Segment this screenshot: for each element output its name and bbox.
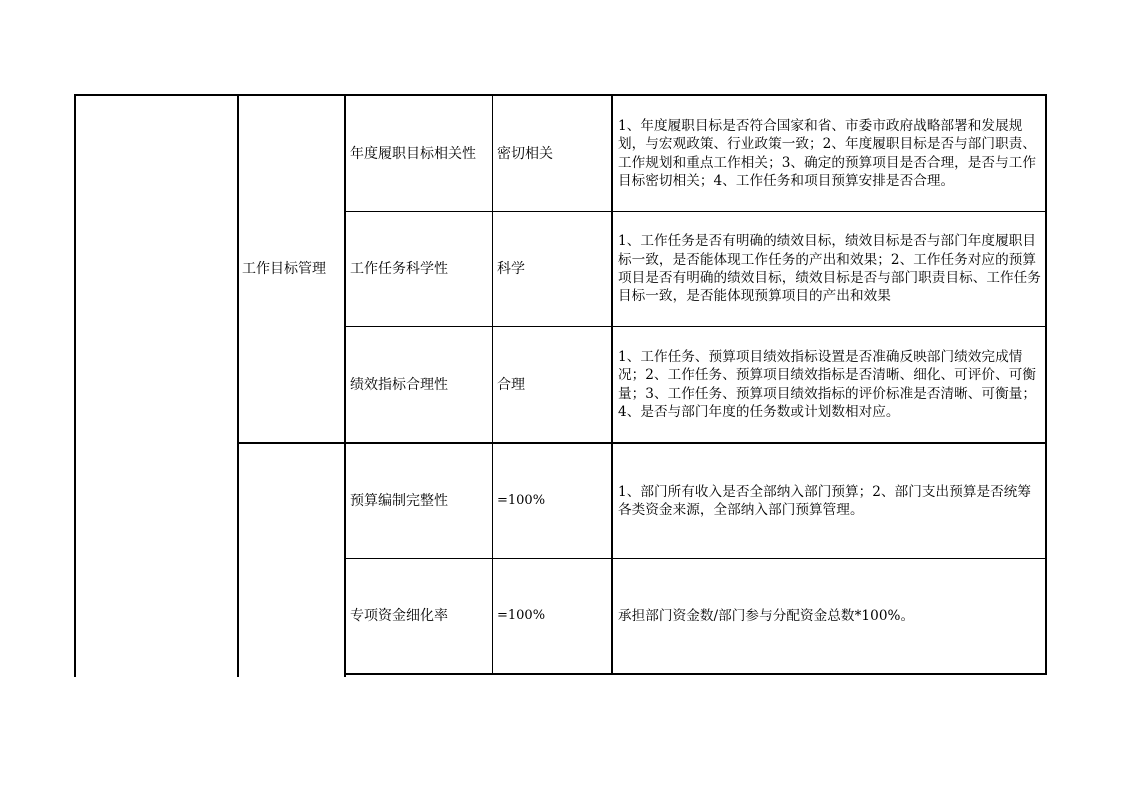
indicator-cell bbox=[346, 559, 492, 673]
category-label: 工作目标管理 bbox=[242, 261, 326, 277]
description-cell bbox=[613, 96, 1045, 211]
standard-cell bbox=[493, 96, 611, 211]
standard-value: 科学 bbox=[497, 261, 525, 277]
indicator-cell bbox=[346, 444, 492, 558]
description-text: 1、部门所有收入是否全部纳入部门预算；2、部门支出预算是否统筹各类资金来源，全部纳入部门预算管理。 bbox=[618, 483, 1032, 518]
outer-left-border bbox=[74, 95, 76, 677]
description-cell bbox=[613, 559, 1045, 673]
indicator-label: 工作任务科学性 bbox=[350, 261, 448, 277]
standard-value: =100% bbox=[497, 493, 546, 508]
description-cell bbox=[613, 327, 1045, 442]
standard-value: 密切相关 bbox=[497, 145, 553, 162]
indicator-cell bbox=[346, 327, 492, 442]
indicator-cell bbox=[346, 212, 492, 326]
indicator-label: 预算编制完整性 bbox=[350, 493, 448, 509]
standard-cell bbox=[493, 559, 611, 673]
standard-value: 合理 bbox=[497, 376, 525, 393]
indicator-label: 专项资金细化率 bbox=[350, 608, 448, 624]
standard-value: =100% bbox=[497, 608, 546, 623]
outer-right-border bbox=[1045, 95, 1047, 675]
description-text: 承担部门资金数/部门参与分配资金总数*100%。 bbox=[618, 607, 915, 624]
description-text: 1、工作任务是否有明确的绩效目标，绩效目标是否与部门年度履职目标一致，是否能体现工作任务的产出和效果；2、工作任务对应的预算项目是否有明确的绩效目标，绩效目标是否与部门职责目标、工作任务目标一致，是否能体现预算项目的产出和效果 bbox=[618, 233, 1041, 305]
indicator-label: 绩效指标合理性 bbox=[350, 376, 448, 393]
indicator-label: 年度履职目标相关性 bbox=[350, 145, 476, 162]
bottom-border bbox=[344, 673, 1047, 675]
description-cell bbox=[613, 212, 1045, 326]
description-cell bbox=[613, 444, 1045, 558]
indicator-cell bbox=[346, 96, 492, 211]
standard-cell bbox=[493, 444, 611, 558]
category-cell bbox=[239, 96, 344, 442]
standard-cell bbox=[493, 212, 611, 326]
description-text: 1、年度履职目标是否符合国家和省、市委市政府战略部署和发展规划，与宏观政策、行业政策一致；2、年度履职目标是否与部门职责、工作规划和重点工作相关；3、确定的预算项目是否合理，是否与工作目标密切相关；4、工作任务和项目预算安排是否合理。 bbox=[618, 117, 1037, 189]
description-text: 1、工作任务、预算项目绩效指标设置是否准确反映部门绩效完成情况；2、工作任务、预算项目绩效指标是否清晰、细化、可评价、可衡量；3、工作任务、预算项目绩效指标的评价标准是否清晰、可衡量；4、是否与部门年度的任务数或计划数相对应。 bbox=[618, 348, 1037, 420]
standard-cell bbox=[493, 327, 611, 442]
